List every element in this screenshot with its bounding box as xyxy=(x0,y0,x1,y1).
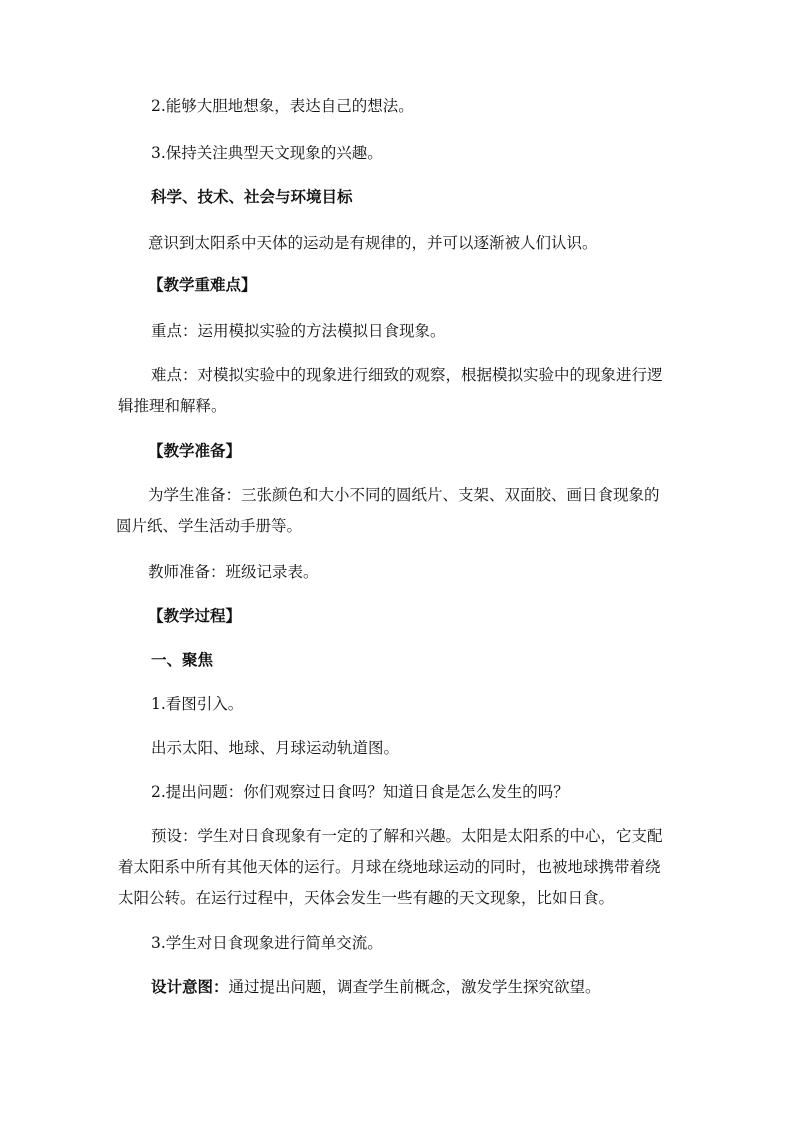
paragraph-show-diagram: 出示太阳、地球、月球运动轨道图。 xyxy=(151,739,400,757)
paragraph-difficulty-line-2: 辑推理和解释。 xyxy=(118,397,227,415)
paragraph-presumption-line-3: 太阳公转。在运行过程中，天体会发生一些有趣的天文现象，比如日食。 xyxy=(118,889,615,907)
paragraph-step-1: 1.看图引入。 xyxy=(151,695,244,713)
paragraph-step-3: 3.学生对日食现象进行简单交流。 xyxy=(151,934,383,952)
paragraph-student-prep-line-2: 圆片纸、学生活动手册等。 xyxy=(116,517,303,535)
paragraph-difficulty-line-1: 难点：对模拟实验中的现象进行细致的观察，根据模拟实验中的现象进行逻 xyxy=(151,366,663,384)
paragraph-key-point: 重点：运用模拟实验的方法模拟日食现象。 xyxy=(151,322,446,340)
design-intent-text: 通过提出问题，调查学生前概念，激发学生探究欲望。 xyxy=(228,978,601,996)
heading-focus: 一、聚焦 xyxy=(151,651,214,669)
paragraph-step-2: 2.提出问题：你们观察过日食吗？知道日食是怎么发生的吗？ xyxy=(151,783,569,801)
heading-sts-goal: 科学、技术、社会与环境目标 xyxy=(151,188,353,206)
heading-key-points: 【教学重难点】 xyxy=(148,276,257,294)
design-intent-label: 设计意图： xyxy=(151,978,229,996)
heading-preparation: 【教学准备】 xyxy=(148,442,242,460)
paragraph-goal-2: 2.能够大胆地想象，表达自己的想法。 xyxy=(151,97,414,115)
paragraph-teacher-prep: 教师准备：班级记录表。 xyxy=(148,563,319,581)
paragraph-student-prep-line-1: 为学生准备：三张颜色和大小不同的圆纸片、支架、双面胶、画日食现象的 xyxy=(148,486,660,504)
paragraph-presumption-line-2: 着太阳系中所有其他天体的运行。月球在绕地球运动的同时，也被地球携带着绕 xyxy=(118,858,661,876)
paragraph-goal-3: 3.保持关注典型天文现象的兴趣。 xyxy=(151,144,383,162)
heading-process: 【教学过程】 xyxy=(148,607,242,625)
paragraph-sts: 意识到太阳系中天体的运动是有规律的，并可以逐渐被人们认识。 xyxy=(148,234,598,252)
paragraph-design-intent xyxy=(151,977,601,997)
paragraph-presumption-line-1: 预设：学生对日食现象有一定的了解和兴趣。太阳是太阳系的中心，它支配 xyxy=(151,827,663,845)
